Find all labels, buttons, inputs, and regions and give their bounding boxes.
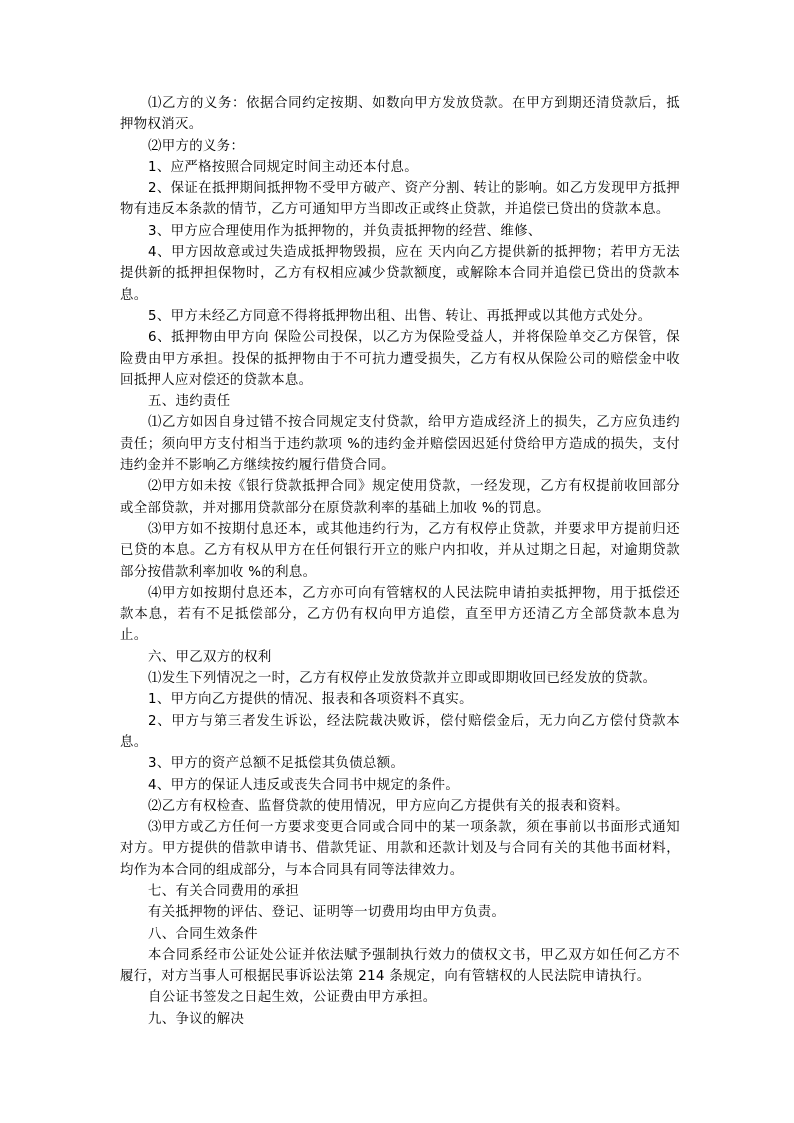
clause-item-3: 3、甲方应合理使用作为抵押物的，并负责抵押物的经营、维修、 [148, 223, 542, 239]
rights-clause-2: ⑵乙方有权检查、监督贷款的使用情况，甲方应向乙方提供有关的报表和资料。 [148, 798, 629, 814]
section-heading-breach: 五、违约责任 [148, 394, 231, 410]
clause-party-a-obligation-heading: ⑵甲方的义务： [148, 138, 245, 154]
rights-item-3: 3、甲方的资产总额不足抵偿其负债总额。 [148, 756, 405, 772]
section-heading-costs: 七、有关合同费用的承担 [148, 883, 300, 899]
clause-item-1: 1、应严格按照合同规定时间主动还本付息。 [148, 159, 418, 175]
rights-clause-1: ⑴发生下列情况之一时，乙方有权停止发放贷款并立即或即期收回已经发放的贷款。 [148, 671, 657, 687]
clause-party-b-obligation: ⑴乙方的义务：依据合同约定按期、如数向甲方发放贷款。在甲方到期还清贷款后，抵押物权消灭。 [120, 96, 680, 133]
section-heading-dispute: 九、争议的解决 [148, 1011, 245, 1027]
breach-clause-2: ⑵甲方如未按《银行贷款抵押合同》规定使用贷款，一经发现，乙方有权提前收回部分或全部贷款，并对挪用贷款部分在原贷款利率的基础上加收 %的罚息。 [120, 479, 680, 516]
clause-item-6: 6、抵押物由甲方向 保险公司投保，以乙方为保险受益人，并将保险单交乙方保管，保险费由甲方承担。投保的抵押物由于不可抗力遭受损失，乙方有权从保险公司的赔偿金中收回抵押人应对偿还的贷款本息。 [120, 330, 680, 388]
document-body [120, 93, 680, 1030]
breach-clause-1: ⑴乙方如因自身过错不按合同规定支付贷款，给甲方造成经济上的损失，乙方应负违约责任；须向甲方支付相当于违约款项 %的违约金并赔偿因迟延付贷给甲方造成的损失，支付违约金并不影响乙方继续按约履行借贷合同。 [120, 415, 680, 474]
section-heading-effect: 八、合同生效条件 [148, 926, 258, 942]
costs-clause: 有关抵押物的评估、登记、证明等一切费用均由甲方负责。 [148, 905, 506, 921]
clause-item-2: 2、保证在抵押期间抵押物不受甲方破产、资产分割、转让的影响。如乙方发现甲方抵押物有违反本条款的情节，乙方可通知甲方当即改正或终止贷款，并追偿已贷出的贷款本息。 [120, 181, 680, 218]
effect-clause-1: 本合同系经市公证处公证并依法赋予强制执行效力的债权文书，甲乙双方如任何乙方不履行，对方当事人可根据民事诉讼法第 214 条规定，向有管辖权的人民法院申请执行。 [120, 947, 680, 985]
rights-item-2: 2、甲方与第三者发生诉讼，经法院裁决败诉，偿付赔偿金后，无力向乙方偿付贷款本息。 [120, 713, 680, 750]
clause-item-4: 4、甲方因故意或过失造成抵押物毁损，应在 天内向乙方提供新的抵押物；若甲方无法提供新的抵押担保物时，乙方有权相应减少贷款额度，或解除本合同并追偿已贷出的贷款本息。 [120, 245, 680, 303]
rights-item-4: 4、甲方的保证人违反或丧失合同书中规定的条件。 [148, 777, 460, 793]
rights-clause-3: ⑶甲方或乙方任何一方要求变更合同或合同中的某一项条款，须在事前以书面形式通知对方。甲方提供的借款申请书、借款凭证、用款和还款计划及与合同有关的其他书面材料，均作为本合同的组成部分，与本合同具有同等法律效力。 [120, 820, 680, 878]
breach-clause-3: ⑶甲方如不按期付息还本，或其他违约行为，乙方有权停止贷款，并要求甲方提前归还已贷的本息。乙方有权从甲方在任何银行开立的账户内扣收，并从过期之日起，对逾期贷款部分按借款利率加收 %的利息。 [120, 521, 680, 580]
rights-item-1: 1、甲方向乙方提供的情况、报表和各项资料不真实。 [148, 692, 473, 708]
breach-clause-4: ⑷甲方如按期付息还本，乙方亦可向有管辖权的人民法院申请拍卖抵押物，用于抵偿还款本息，若有不足抵偿部分，乙方仍有权向甲方追偿，直至甲方还清乙方全部贷款本息为止。 [120, 585, 680, 644]
clause-item-5: 5、甲方未经乙方同意不得将抵押物出租、出售、转让、再抵押或以其他方式处分。 [148, 308, 652, 324]
effect-clause-2: 自公证书签发之日起生效，公证费由甲方承担。 [148, 990, 437, 1006]
section-heading-rights: 六、甲乙双方的权利 [148, 649, 272, 665]
